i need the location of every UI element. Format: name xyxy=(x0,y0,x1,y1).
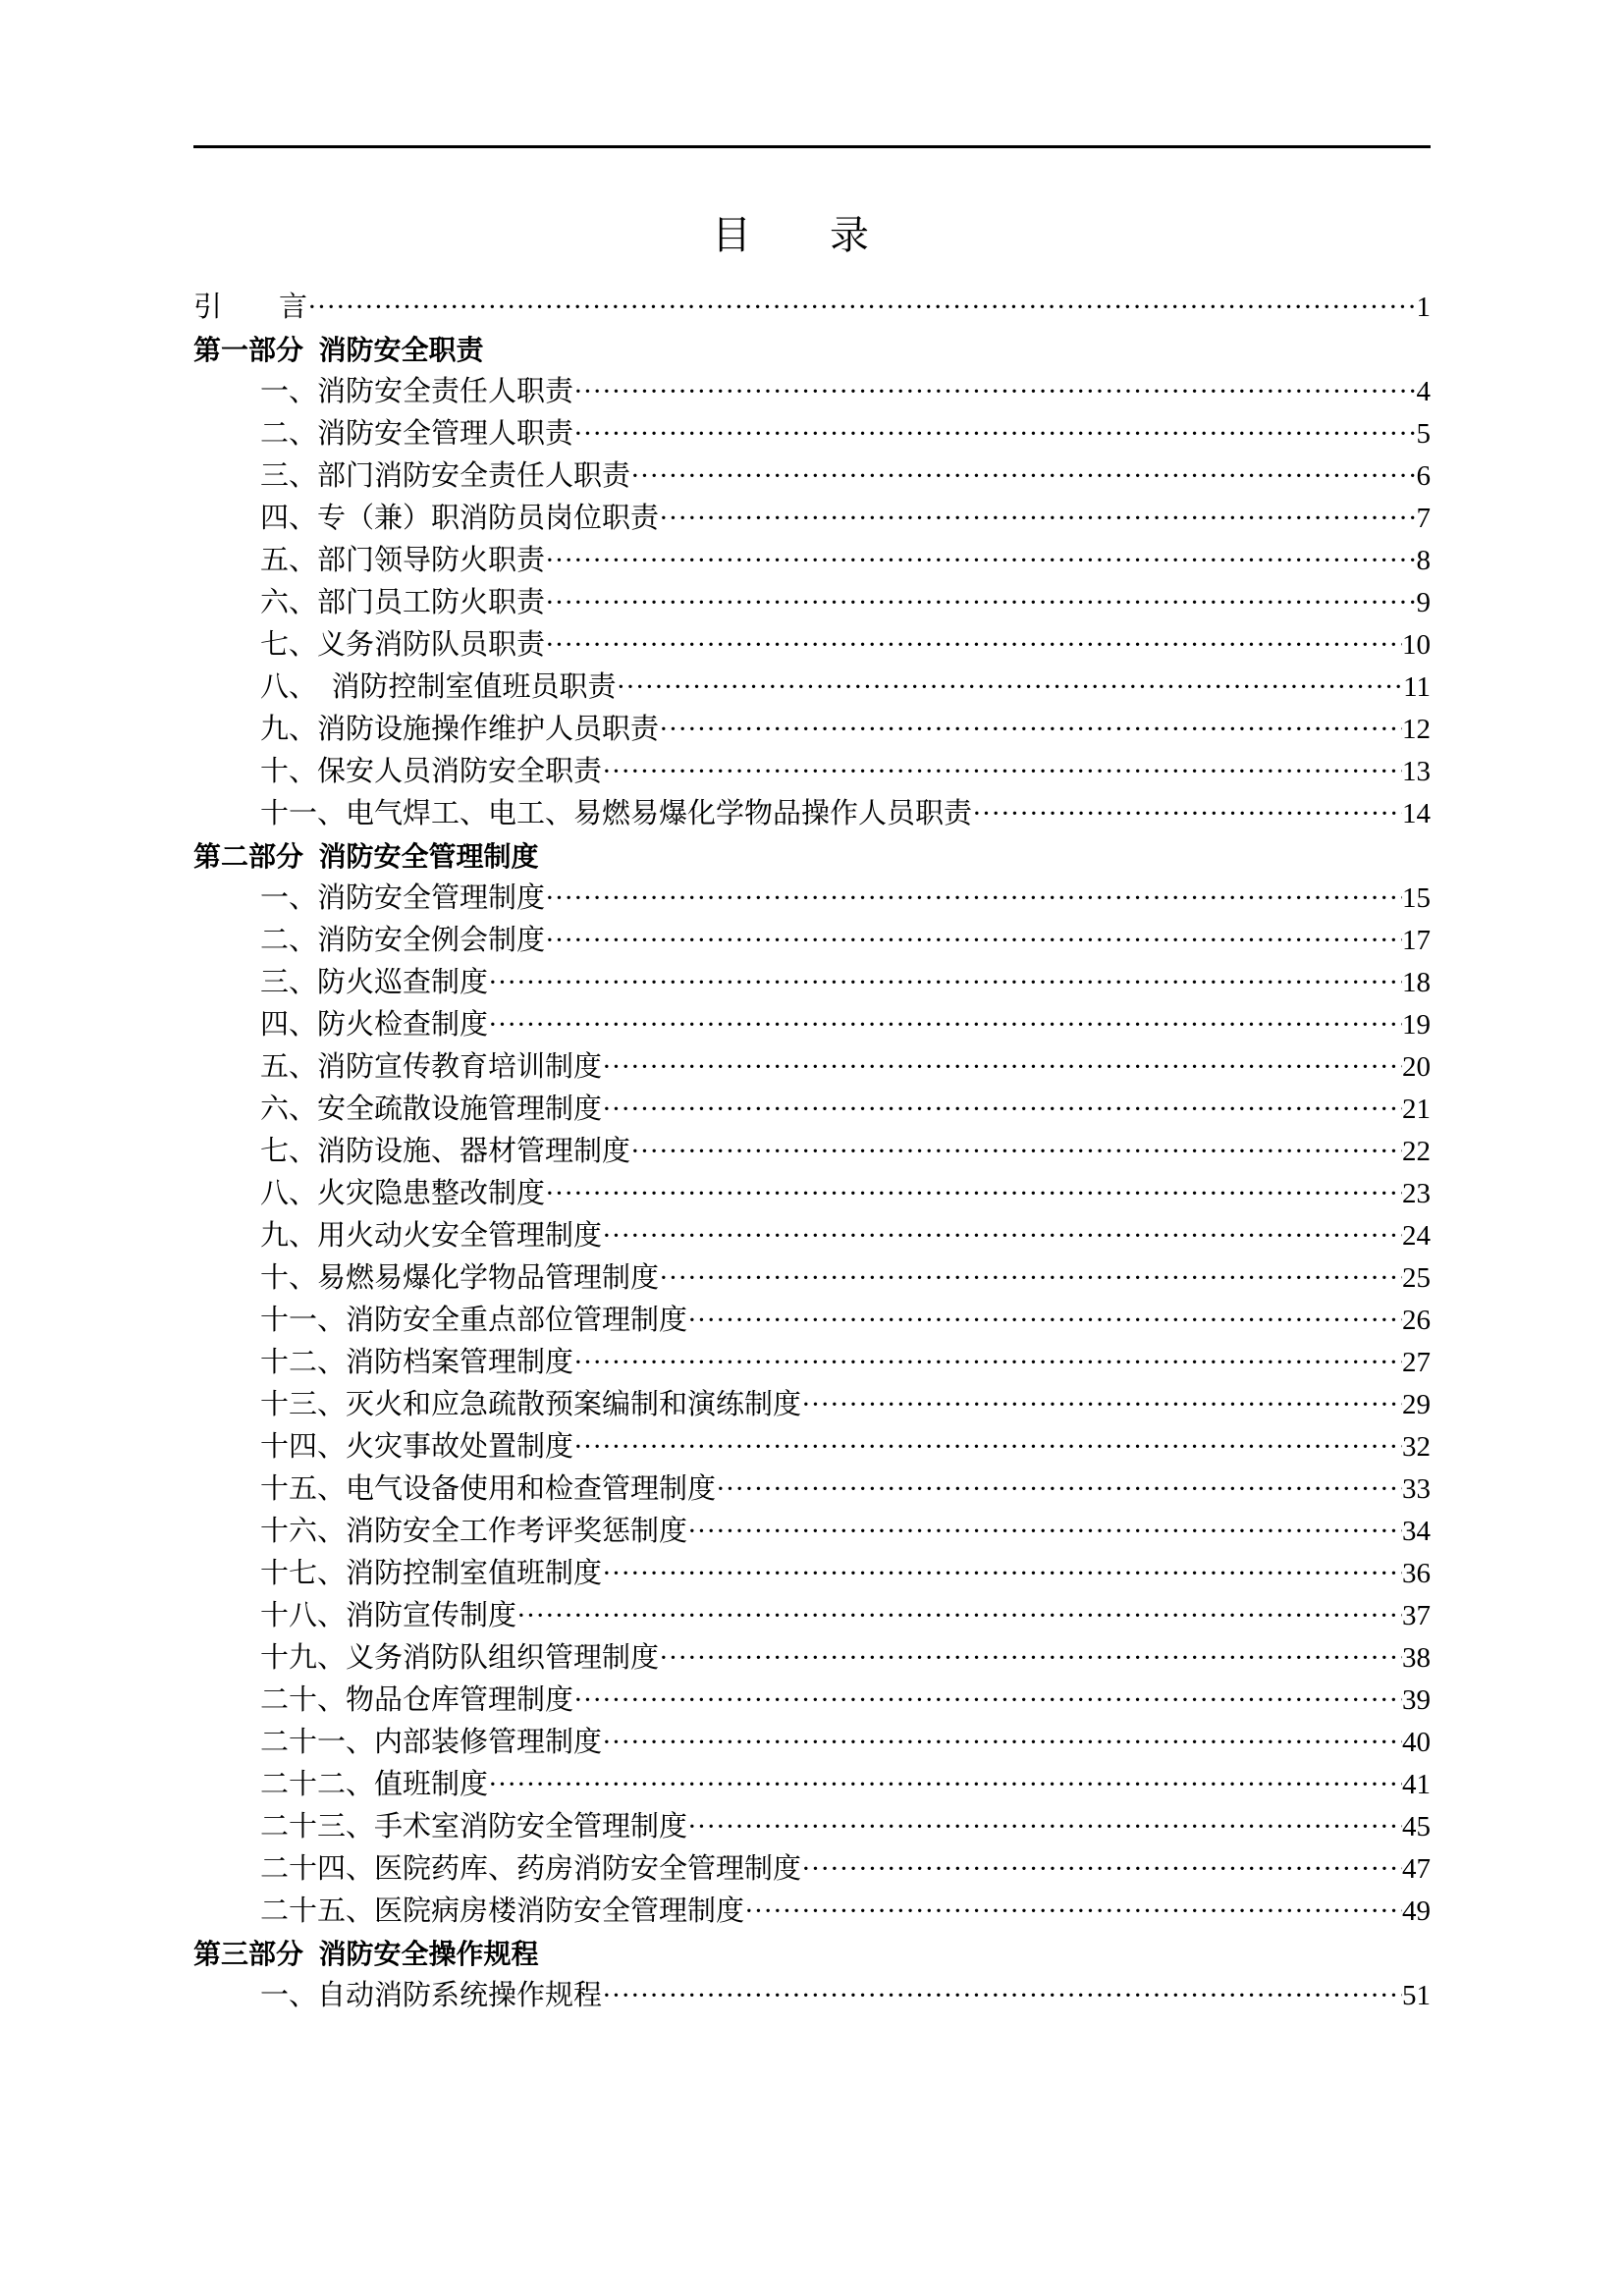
toc-dot-leader xyxy=(801,1391,1402,1419)
toc-entry-label: 一、消防安全管理制度 xyxy=(260,882,546,914)
toc-entry-label: 八、火灾隐患整改制度 xyxy=(260,1178,546,1209)
table-of-contents xyxy=(193,287,1431,2017)
toc-entry-label: 三、部门消防安全责任人职责 xyxy=(260,460,631,492)
toc-entry[interactable] xyxy=(193,1426,1431,1468)
toc-entry[interactable] xyxy=(193,878,1431,920)
toc-entry-label: 十一、电气焊工、电工、易燃易爆化学物品操作人员职责 xyxy=(260,798,973,829)
toc-entry[interactable] xyxy=(193,1511,1431,1553)
toc-page-number: 23 xyxy=(1402,1178,1431,1209)
toc-dot-leader xyxy=(602,758,1402,786)
toc-entry-label: 五、消防宣传教育培训制度 xyxy=(260,1051,603,1083)
toc-entry[interactable] xyxy=(193,582,1431,624)
toc-entry-label: 二十四、医院药库、药房消防安全管理制度 xyxy=(260,1853,802,1885)
toc-dot-leader xyxy=(602,1222,1402,1251)
toc-entry-label: 十四、火灾事故处置制度 xyxy=(260,1431,574,1463)
toc-section-heading xyxy=(193,1933,1431,1975)
toc-dot-leader xyxy=(545,547,1416,575)
toc-entry[interactable] xyxy=(193,1722,1431,1764)
toc-page-number: 38 xyxy=(1402,1642,1431,1674)
toc-entry[interactable] xyxy=(193,1131,1431,1173)
toc-page-number: 19 xyxy=(1402,1009,1431,1041)
page-content xyxy=(193,208,1431,2017)
toc-dot-leader xyxy=(630,1138,1402,1166)
toc-entry-label: 三、防火巡查制度 xyxy=(260,967,489,998)
toc-dot-leader xyxy=(602,1560,1402,1588)
toc-entry-label: 一、消防安全责任人职责 xyxy=(260,376,574,407)
toc-entry[interactable] xyxy=(193,1848,1431,1891)
toc-section-heading xyxy=(193,329,1431,371)
toc-page-number: 14 xyxy=(1402,798,1431,829)
toc-entry[interactable] xyxy=(193,1089,1431,1131)
toc-page-number: 39 xyxy=(1402,1684,1431,1716)
toc-dot-leader xyxy=(545,927,1402,955)
toc-entry[interactable] xyxy=(193,540,1431,582)
toc-dot-leader xyxy=(659,505,1416,533)
toc-page-number: 7 xyxy=(1416,503,1431,534)
toc-page-number: 29 xyxy=(1402,1389,1431,1420)
toc-page-number: 36 xyxy=(1402,1558,1431,1589)
toc-entry[interactable] xyxy=(193,287,1431,329)
toc-entry[interactable] xyxy=(193,1384,1431,1426)
toc-page-number: 41 xyxy=(1402,1769,1431,1800)
toc-entry-label: 二十三、手术室消防安全管理制度 xyxy=(260,1811,688,1842)
toc-entry[interactable] xyxy=(193,1806,1431,1848)
toc-page-number: 37 xyxy=(1402,1600,1431,1631)
toc-dot-leader xyxy=(488,1011,1402,1040)
toc-entry-label: 八、 消防控制室值班员职责 xyxy=(260,671,617,703)
toc-dot-leader xyxy=(573,1686,1402,1715)
toc-entry[interactable] xyxy=(193,1637,1431,1680)
toc-entry-label: 十七、消防控制室值班制度 xyxy=(260,1558,603,1589)
toc-section-label: 第二部分 消防安全管理制度 xyxy=(193,841,539,872)
toc-entry-label: 五、部门领导防火职责 xyxy=(260,545,546,576)
toc-page-number: 10 xyxy=(1402,629,1431,661)
toc-page-number: 32 xyxy=(1402,1431,1431,1463)
toc-entry[interactable] xyxy=(193,1342,1431,1384)
toc-entry-label: 一、自动消防系统操作规程 xyxy=(260,1980,603,2011)
toc-entry-label: 六、安全疏散设施管理制度 xyxy=(260,1094,603,1125)
toc-dot-leader xyxy=(617,673,1404,702)
toc-dot-leader xyxy=(545,1180,1402,1208)
toc-dot-leader xyxy=(573,378,1416,406)
toc-page-number: 26 xyxy=(1402,1305,1431,1336)
toc-entry[interactable] xyxy=(193,455,1431,498)
toc-entry[interactable] xyxy=(193,1257,1431,1300)
toc-entry[interactable] xyxy=(193,1173,1431,1215)
toc-dot-leader xyxy=(545,589,1416,617)
toc-entry[interactable] xyxy=(193,1595,1431,1637)
toc-entry[interactable] xyxy=(193,962,1431,1004)
toc-page-number: 51 xyxy=(1402,1980,1431,2011)
toc-page-number: 8 xyxy=(1416,545,1431,576)
toc-entry-label: 十、易燃易爆化学物品管理制度 xyxy=(260,1262,660,1294)
toc-page-number: 15 xyxy=(1402,882,1431,914)
toc-entry[interactable] xyxy=(193,1004,1431,1046)
toc-page-number: 21 xyxy=(1402,1094,1431,1125)
toc-entry-label: 十、保安人员消防安全职责 xyxy=(260,756,603,787)
toc-page-number: 49 xyxy=(1402,1896,1431,1927)
toc-page-number: 34 xyxy=(1402,1516,1431,1547)
toc-entry-label: 十一、消防安全重点部位管理制度 xyxy=(260,1305,688,1336)
toc-entry[interactable] xyxy=(193,1891,1431,1933)
toc-entry-label: 二十一、内部装修管理制度 xyxy=(260,1727,603,1758)
toc-entry[interactable] xyxy=(193,1680,1431,1722)
toc-page-number: 9 xyxy=(1416,587,1431,618)
toc-dot-leader xyxy=(545,884,1402,913)
toc-section-label: 第一部分 消防安全职责 xyxy=(193,335,484,365)
toc-entry[interactable] xyxy=(193,1468,1431,1511)
toc-page-number: 40 xyxy=(1402,1727,1431,1758)
toc-entry-label: 十八、消防宣传制度 xyxy=(260,1600,517,1631)
toc-dot-leader xyxy=(488,1771,1402,1799)
toc-entry-label: 二十五、医院病房楼消防安全管理制度 xyxy=(260,1896,745,1927)
toc-page-number: 24 xyxy=(1402,1220,1431,1252)
toc-entry[interactable] xyxy=(193,751,1431,793)
toc-entry-label: 九、消防设施操作维护人员职责 xyxy=(260,714,660,745)
toc-entry-label: 十五、电气设备使用和检查管理制度 xyxy=(260,1473,717,1505)
toc-page-number: 5 xyxy=(1416,418,1431,450)
toc-dot-leader xyxy=(630,462,1416,491)
toc-dot-leader xyxy=(659,1264,1402,1293)
toc-dot-leader xyxy=(307,294,1416,322)
toc-dot-leader xyxy=(573,1433,1402,1462)
toc-page-number: 22 xyxy=(1402,1136,1431,1167)
toc-section-label: 第三部分 消防安全操作规程 xyxy=(193,1939,539,1969)
toc-entry[interactable] xyxy=(193,793,1431,835)
toc-dot-leader xyxy=(972,800,1402,828)
toc-entry-label: 四、专（兼）职消防员岗位职责 xyxy=(260,503,660,534)
toc-entry-label: 七、消防设施、器材管理制度 xyxy=(260,1136,631,1167)
toc-entry[interactable] xyxy=(193,498,1431,540)
toc-entry-label: 七、义务消防队员职责 xyxy=(260,629,546,661)
toc-entry[interactable] xyxy=(193,709,1431,751)
header-rule xyxy=(193,145,1431,148)
toc-dot-leader xyxy=(602,1729,1402,1757)
toc-entry[interactable] xyxy=(193,413,1431,455)
toc-page-number: 27 xyxy=(1402,1347,1431,1378)
toc-dot-leader xyxy=(573,420,1416,449)
toc-dot-leader xyxy=(687,1307,1402,1335)
toc-entry-label: 十二、消防档案管理制度 xyxy=(260,1347,574,1378)
toc-entry[interactable] xyxy=(193,371,1431,413)
toc-page-number: 11 xyxy=(1403,671,1431,703)
toc-dot-leader xyxy=(488,969,1402,997)
toc-entry[interactable] xyxy=(193,1046,1431,1089)
toc-dot-leader xyxy=(602,1053,1402,1082)
toc-entry[interactable] xyxy=(193,1975,1431,2017)
toc-page-number: 45 xyxy=(1402,1811,1431,1842)
toc-entry[interactable] xyxy=(193,1764,1431,1806)
toc-entry-label: 十三、灭火和应急疏散预案编制和演练制度 xyxy=(260,1389,802,1420)
toc-page-number: 25 xyxy=(1402,1262,1431,1294)
toc-dot-leader xyxy=(801,1855,1402,1884)
toc-page-number: 12 xyxy=(1402,714,1431,745)
toc-page-number: 1 xyxy=(1416,292,1431,323)
toc-dot-leader xyxy=(573,1349,1402,1377)
toc-entry[interactable] xyxy=(193,920,1431,962)
toc-entry-label: 二、消防安全管理人职责 xyxy=(260,418,574,450)
toc-dot-leader xyxy=(516,1602,1402,1630)
toc-entry-label: 六、部门员工防火职责 xyxy=(260,587,546,618)
page-title: 目 录 xyxy=(712,214,869,257)
toc-dot-leader xyxy=(716,1475,1402,1504)
toc-dot-leader xyxy=(687,1518,1402,1546)
toc-dot-leader xyxy=(545,631,1402,660)
toc-dot-leader xyxy=(659,1644,1402,1673)
toc-page-number: 4 xyxy=(1416,376,1431,407)
toc-page-number: 47 xyxy=(1402,1853,1431,1885)
toc-dot-leader xyxy=(659,716,1402,744)
toc-entry[interactable] xyxy=(193,624,1431,667)
toc-dot-leader xyxy=(687,1813,1402,1842)
toc-entry[interactable] xyxy=(193,1553,1431,1595)
toc-dot-leader xyxy=(602,1095,1402,1124)
toc-entry[interactable] xyxy=(193,1300,1431,1342)
toc-page-number: 6 xyxy=(1416,460,1431,492)
toc-entry-label: 十六、消防安全工作考评奖惩制度 xyxy=(260,1516,688,1547)
toc-entry[interactable] xyxy=(193,1215,1431,1257)
toc-section-heading xyxy=(193,835,1431,878)
toc-page-number: 13 xyxy=(1402,756,1431,787)
toc-entry-label: 二、消防安全例会制度 xyxy=(260,925,546,956)
toc-page-number: 33 xyxy=(1402,1473,1431,1505)
toc-dot-leader xyxy=(744,1897,1402,1926)
toc-entry-label: 四、防火检查制度 xyxy=(260,1009,489,1041)
toc-page-number: 20 xyxy=(1402,1051,1431,1083)
toc-entry[interactable] xyxy=(193,667,1431,709)
toc-entry-label: 引 言 xyxy=(193,292,308,323)
toc-entry-label: 二十二、值班制度 xyxy=(260,1769,489,1800)
toc-entry-label: 十九、义务消防队组织管理制度 xyxy=(260,1642,660,1674)
toc-dot-leader xyxy=(602,1982,1402,2010)
toc-page-number: 18 xyxy=(1402,967,1431,998)
toc-page-number: 17 xyxy=(1402,925,1431,956)
toc-entry-label: 二十、物品仓库管理制度 xyxy=(260,1684,574,1716)
toc-entry-label: 九、用火动火安全管理制度 xyxy=(260,1220,603,1252)
